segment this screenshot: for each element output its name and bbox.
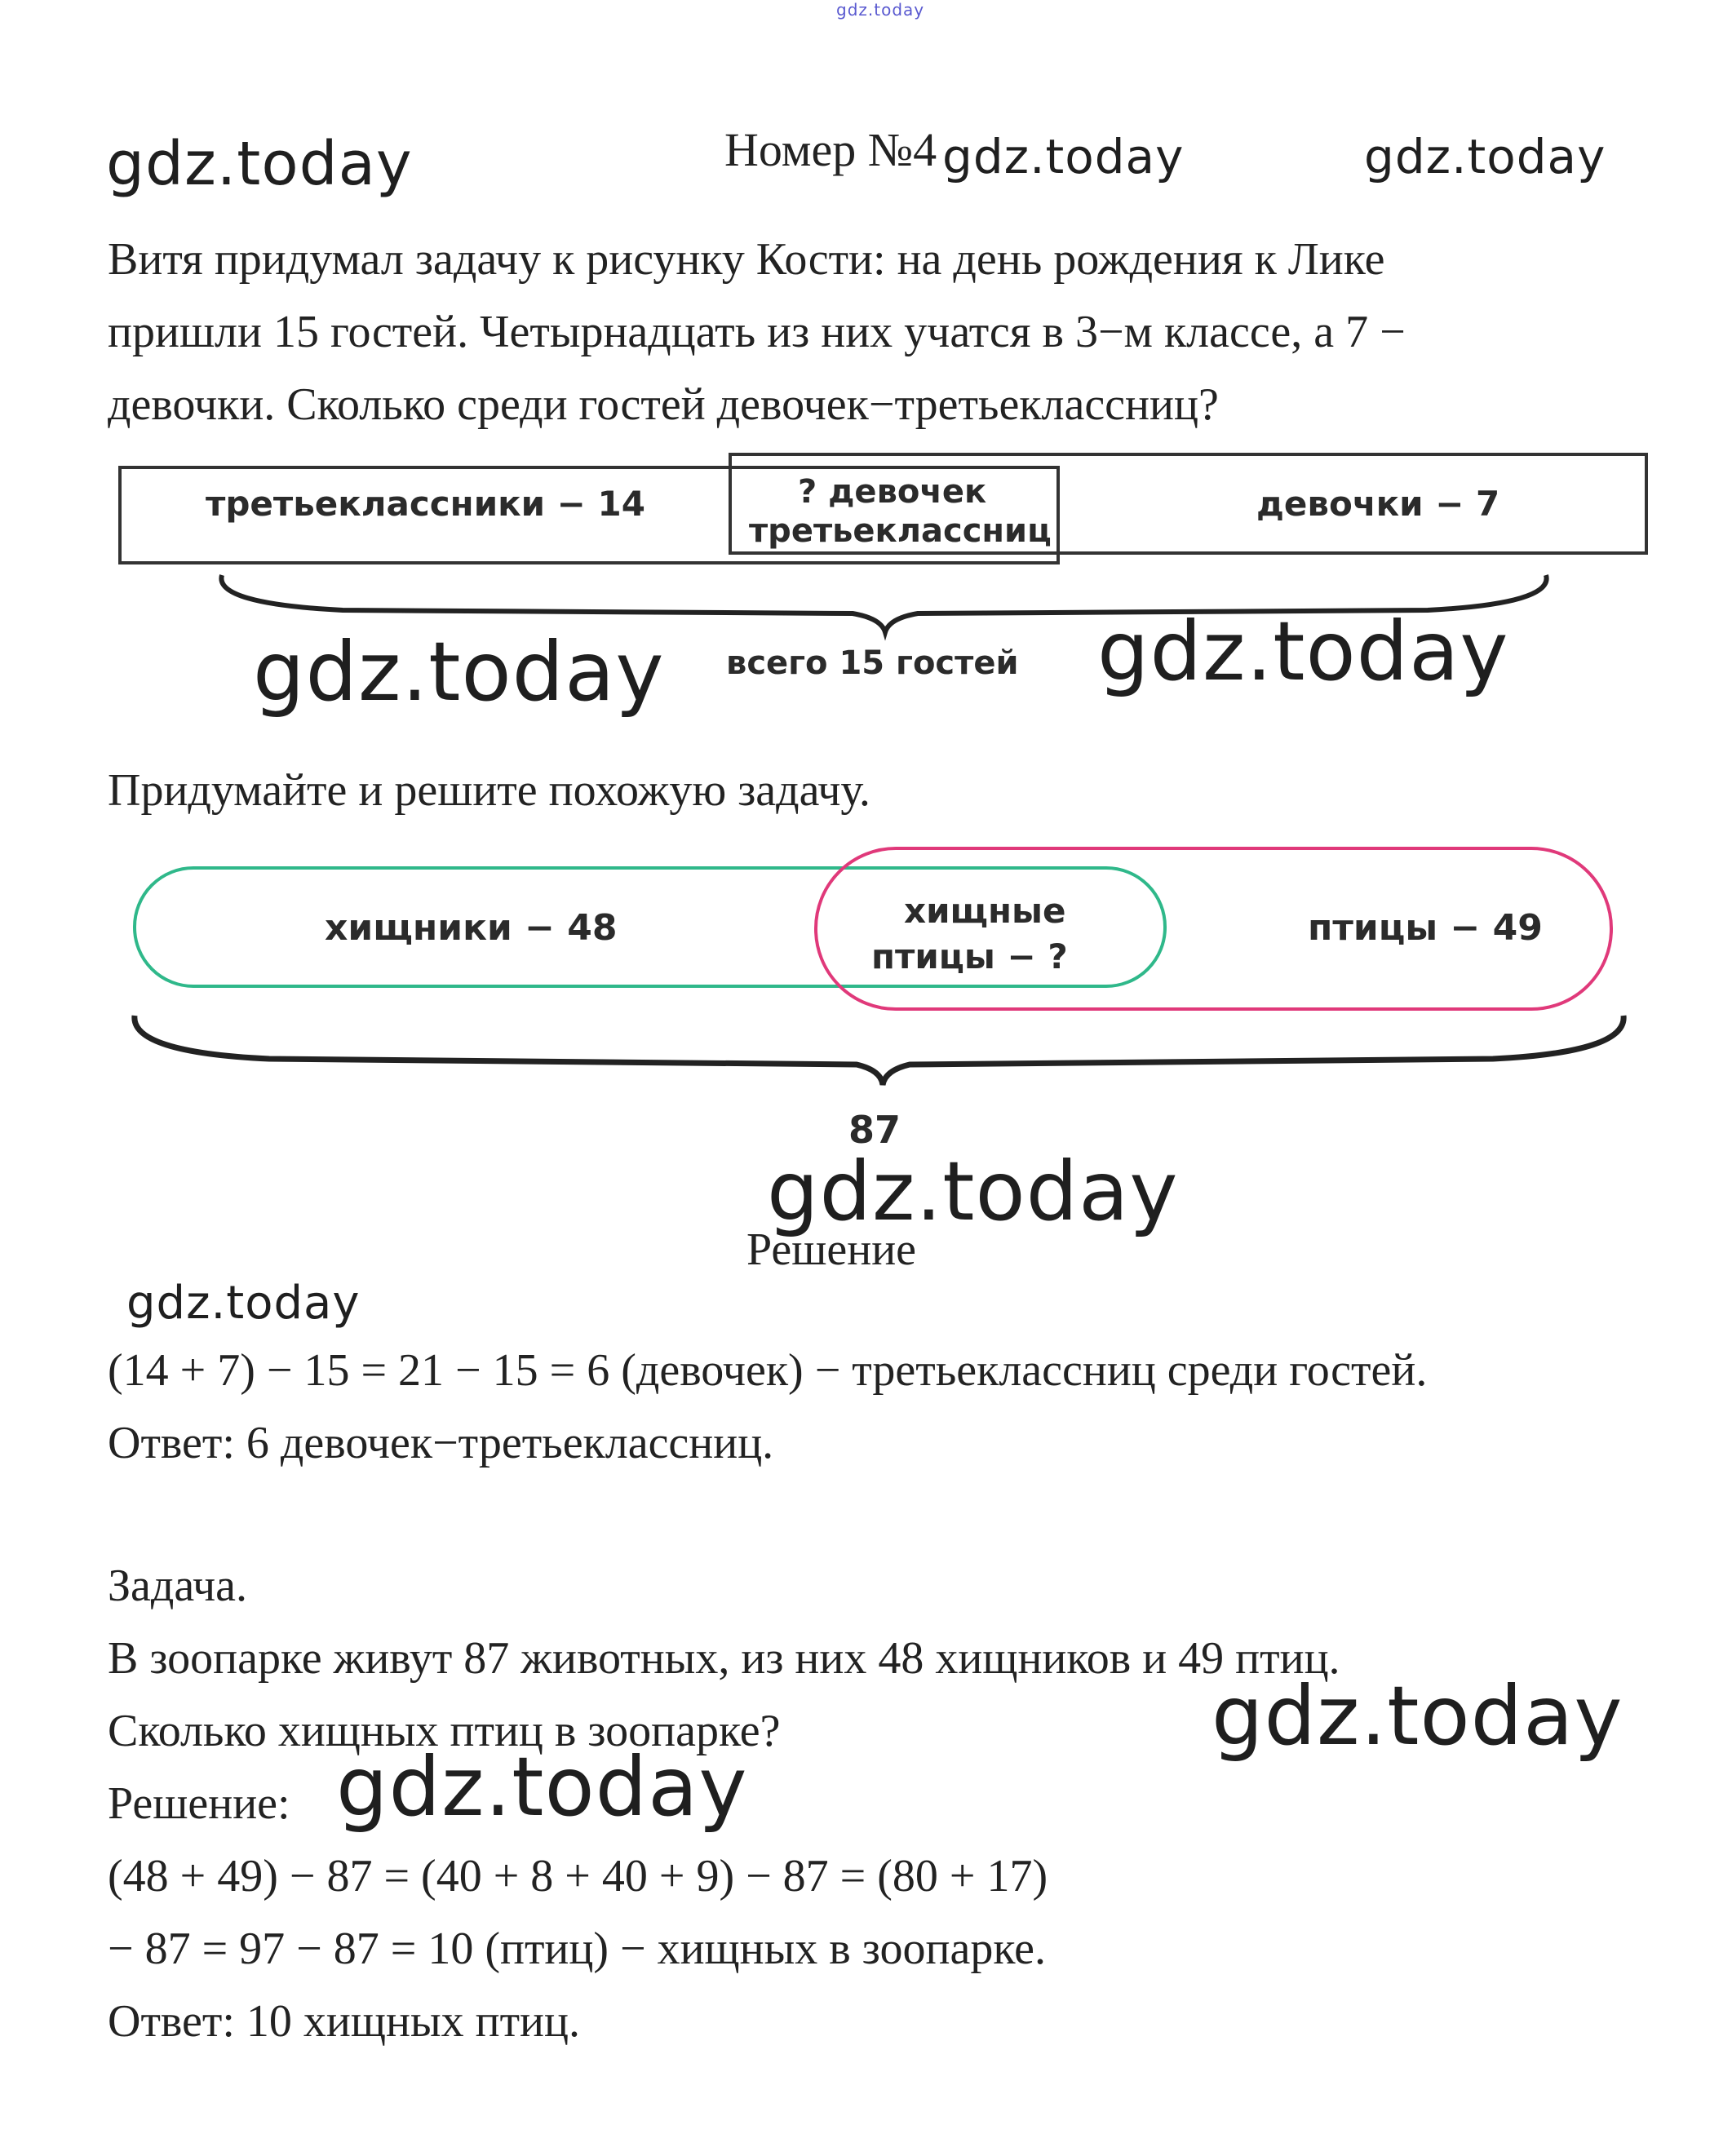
watermark-diagram2: gdz.today [767, 1144, 1179, 1239]
label-girls-third-graders-q: ? девочек [798, 473, 987, 511]
label-predatory-birds-line2: птицы − ? [871, 936, 1068, 976]
own-task-heading: Задача. [108, 1561, 248, 1611]
watermark-top-small: gdz.today [836, 0, 925, 20]
watermark-diagram1-right: gdz.today [1097, 604, 1509, 699]
own-task-answer: Ответ: 10 хищных птиц. [108, 1996, 580, 2047]
own-task-solution-label: Решение: [108, 1778, 290, 1829]
watermark-header-right: gdz.today [1364, 129, 1606, 184]
watermark-own-task-left: gdz.today [336, 1739, 748, 1835]
own-task-solution-line-1: (48 + 49) − 87 = (40 + 8 + 40 + 9) − 87 = (80 + 17) [108, 1851, 1048, 1901]
intro-line-1: Витя придумал задачу к рисунку Кости: на день рождения к Лике [108, 234, 1385, 285]
label-predatory-birds-line1: хищные [904, 891, 1066, 931]
task2-prompt: Придумайте и решите похожую задачу. [108, 765, 870, 816]
solution-answer: Ответ: 6 девочек−третьеклассниц. [108, 1418, 774, 1468]
label-girls-third-graders: третьеклассниц [749, 512, 1052, 550]
label-predators: хищники − 48 [325, 907, 618, 949]
solution-line-1: (14 + 7) − 15 = 21 − 15 = 6 (девочек) − третьеклассниц среди гостей. [108, 1345, 1428, 1396]
page-title: Номер №4 [724, 123, 937, 176]
label-girls: девочки − 7 [1256, 484, 1500, 524]
own-task-solution-line-2: − 87 = 97 − 87 = 10 (птиц) − хищных в зоопарке. [108, 1924, 1046, 1974]
label-birds: птицы − 49 [1308, 907, 1543, 949]
watermark-header-left: gdz.today [106, 129, 413, 199]
label-total-guests: всего 15 гостей [726, 644, 1019, 682]
label-total-animals: 87 [848, 1108, 901, 1152]
intro-line-2: пришли 15 гостей. Четырнадцать из них учатся в 3−м классе, а 7 − [108, 307, 1406, 357]
intro-line-3: девочки. Сколько среди гостей девочек−третьеклассниц? [108, 379, 1219, 430]
brace-total-animals [135, 1016, 1623, 1085]
own-task-line-2: Сколько хищных птиц в зоопарке? [108, 1706, 781, 1756]
watermark-solution: gdz.today [126, 1277, 361, 1330]
solution-heading: Решение [746, 1224, 917, 1275]
watermark-header-mid: gdz.today [942, 129, 1185, 184]
watermark-own-task-right: gdz.today [1212, 1668, 1623, 1764]
watermark-diagram1-left: gdz.today [253, 624, 665, 719]
label-third-graders: третьеклассники − 14 [206, 484, 645, 524]
own-task-line-1: В зоопарке живут 87 животных, из них 48 хищников и 49 птиц. [108, 1633, 1340, 1684]
